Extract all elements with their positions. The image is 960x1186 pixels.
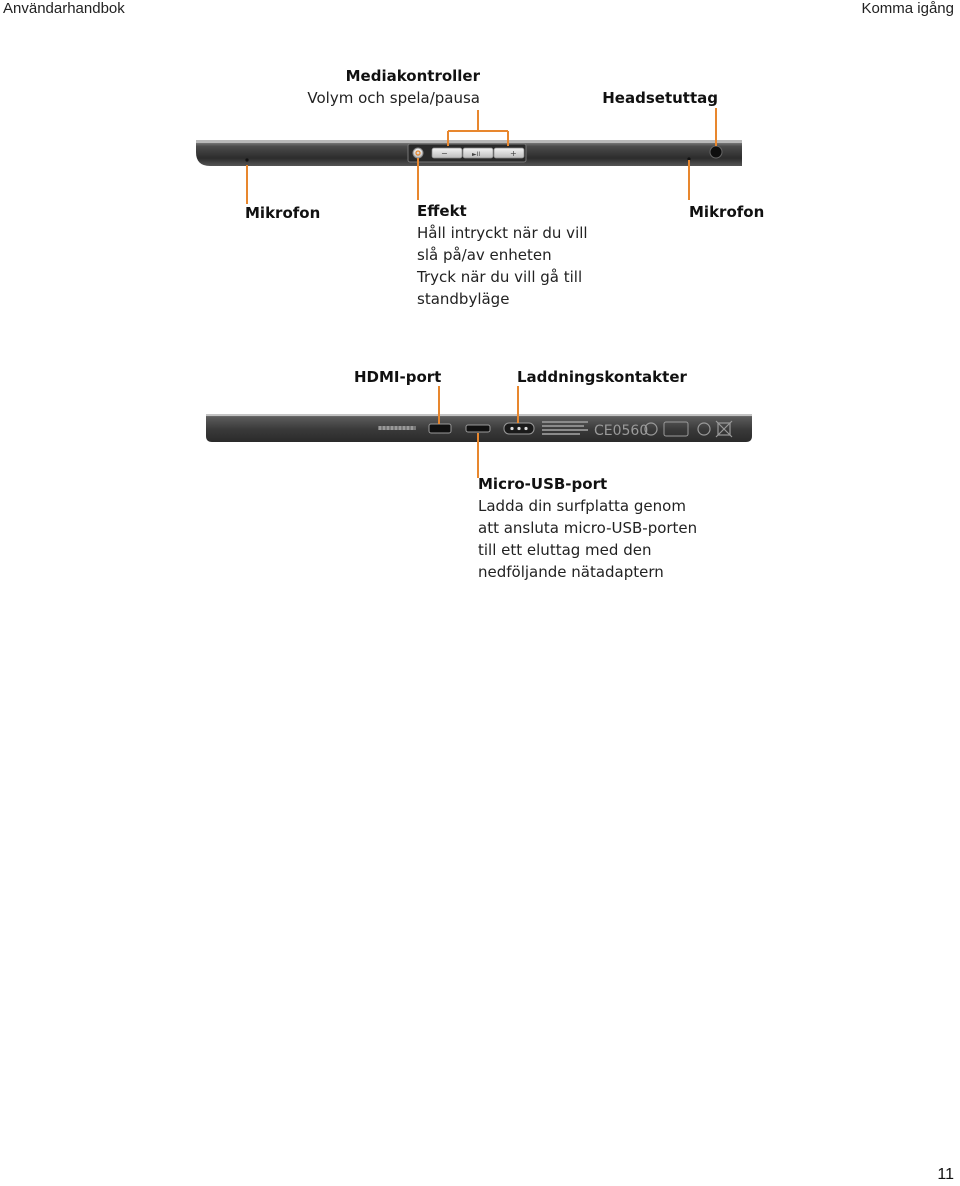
power-desc-line-3: Tryck när du vill gå till <box>417 268 583 286</box>
charging-contacts-label: Laddningskontakter <box>517 368 687 386</box>
micro-usb-desc-line-2: att ansluta micro-USB-porten <box>478 519 698 537</box>
volume-down-button[interactable] <box>432 148 462 158</box>
micro-usb-port <box>466 425 490 432</box>
media-controls-title: Mediakontroller <box>345 67 480 85</box>
tablet-bottom-edge-illustration <box>0 380 960 480</box>
power-label: Effekt <box>417 202 467 220</box>
micro-usb-desc-line-4: nedföljande nätadaptern <box>478 563 664 581</box>
ce-mark: CE0560 <box>594 423 649 439</box>
micro-usb-desc-line-1: Ladda din surfplatta genom <box>478 497 686 515</box>
weee-bin-icon <box>716 421 732 437</box>
power-desc-line-1: Håll intryckt när du vill <box>417 224 588 242</box>
headset-jack-label: Headsetuttag <box>602 89 718 107</box>
power-desc-line-2: slå på/av enheten <box>417 246 552 264</box>
hdmi-port-label: HDMI-port <box>354 368 442 386</box>
mic-right-label: Mikrofon <box>689 203 765 221</box>
micro-usb-label: Micro-USB-port <box>478 475 608 493</box>
hdmi-port <box>429 424 451 433</box>
play-pause-button[interactable] <box>463 148 493 158</box>
headset-jack-port <box>710 146 722 158</box>
running-header-left: Användarhandbok <box>3 0 125 17</box>
running-header-right: Komma igång <box>861 0 954 17</box>
charging-contacts <box>504 423 534 434</box>
microphone-hole-left <box>245 158 248 161</box>
play-pause-icon: ►II <box>472 151 481 158</box>
volume-up-icon: + <box>510 149 517 158</box>
mic-left-label: Mikrofon <box>245 204 321 222</box>
power-desc-line-4: standbyläge <box>417 290 510 308</box>
volume-down-icon: − <box>441 149 448 158</box>
speaker-grille <box>378 426 416 430</box>
volume-up-button[interactable] <box>494 148 524 158</box>
micro-usb-desc-line-3: till ett eluttag med den <box>478 541 652 559</box>
page-number: 11 <box>937 1166 954 1183</box>
media-controls-desc: Volym och spela/pausa <box>307 89 480 107</box>
power-button[interactable] <box>413 148 423 158</box>
